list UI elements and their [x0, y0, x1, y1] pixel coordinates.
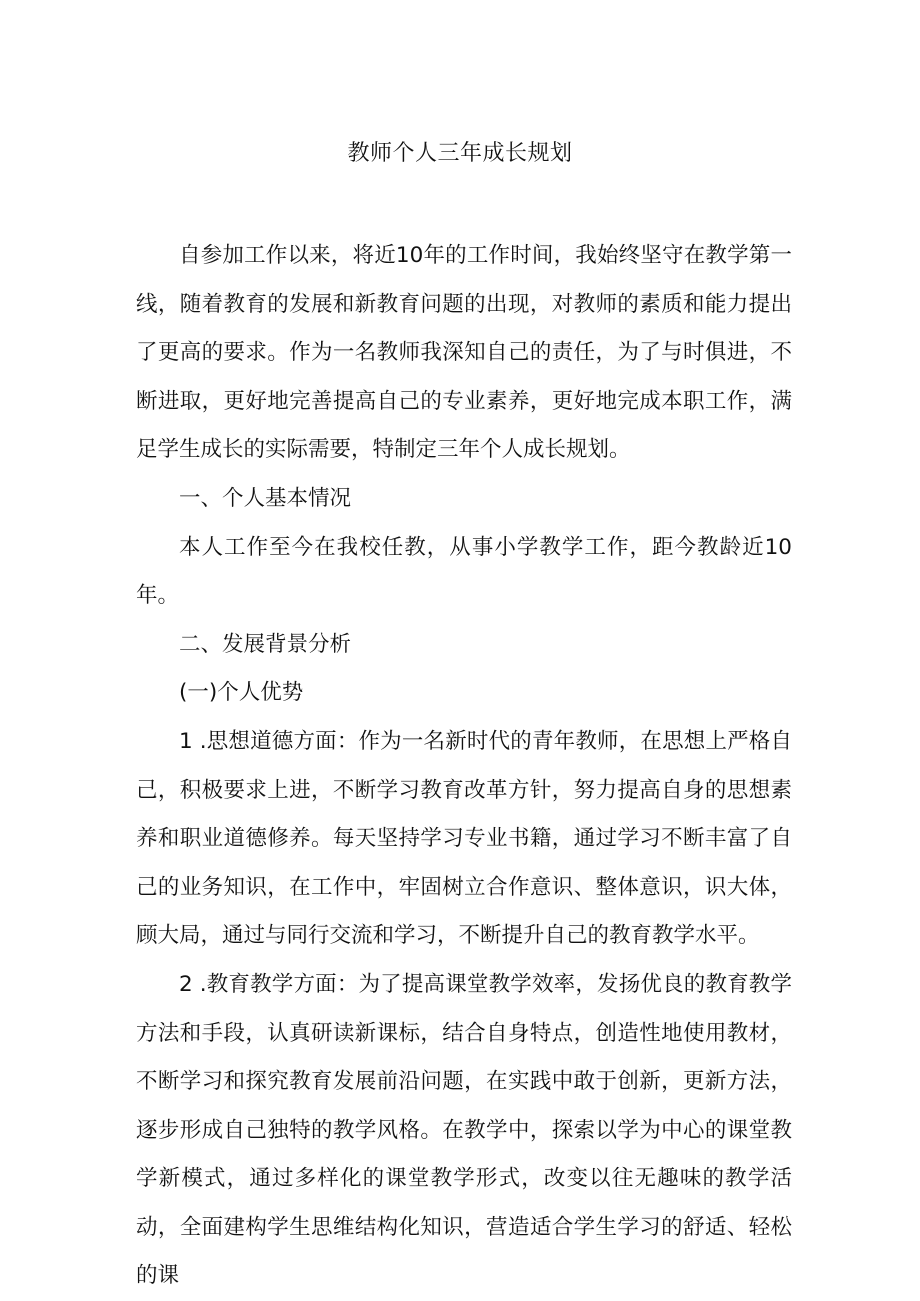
document-title: 教师个人三年成长规划 — [347, 141, 573, 166]
document-body — [136, 232, 792, 1301]
subheading-personal-advantages: (一)个人优势 — [179, 680, 304, 706]
heading-section-1: 一、个人基本情况 — [179, 485, 352, 511]
paragraph-intro: 自参加工作以来，将近10年的工作时间，我始终坚守在教学第一线，随着教育的发展和新教育问题的出现，对教师的素质和能力提出了更高的要求。作为一名教师我深知自己的责任，为了与时俱进，不断进取，更好地完善提高自己的专业素养，更好地完成本职工作，满足学生成长的实际需要，特制定三年个人成长规划。 — [136, 243, 792, 463]
paragraph-ideology-morality: 1 .思想道德方面：作为一名新时代的青年教师，在思想上严格自己，积极要求上进，不断学习教育改革方针，努力提高自身的思想素养和职业道德修养。每天坚持学习专业书籍，通过学习不断丰富了自己的业务知识，在工作中，牢固树立合作意识、整体意识，识大体，顾大局，通过与同行交流和学习，不断提升自己的教育教学水平。 — [136, 728, 792, 949]
paragraph-teaching: 2 .教育教学方面：为了提高课堂教学效率，发扬优良的教育教学方法和手段，认真研读新课标，结合自身特点，创造性地使用教材，不断学习和探究教育发展前沿问题，在实践中敢于创新，更新方法，逐步形成自己独特的教学风格。在教学中，探索以学为中心的课堂教学新模式，通过多样化的课堂教学形式，改变以往无趣味的教学活动，全面建构学生思维结构化知识，营造适合学生学习的舒适、轻松的课 — [136, 971, 792, 1289]
heading-section-2: 二、发展背景分析 — [179, 631, 352, 657]
paragraph-basic-info: 本人工作至今在我校任教，从事小学教学工作，距今教龄近10年。 — [136, 534, 792, 609]
